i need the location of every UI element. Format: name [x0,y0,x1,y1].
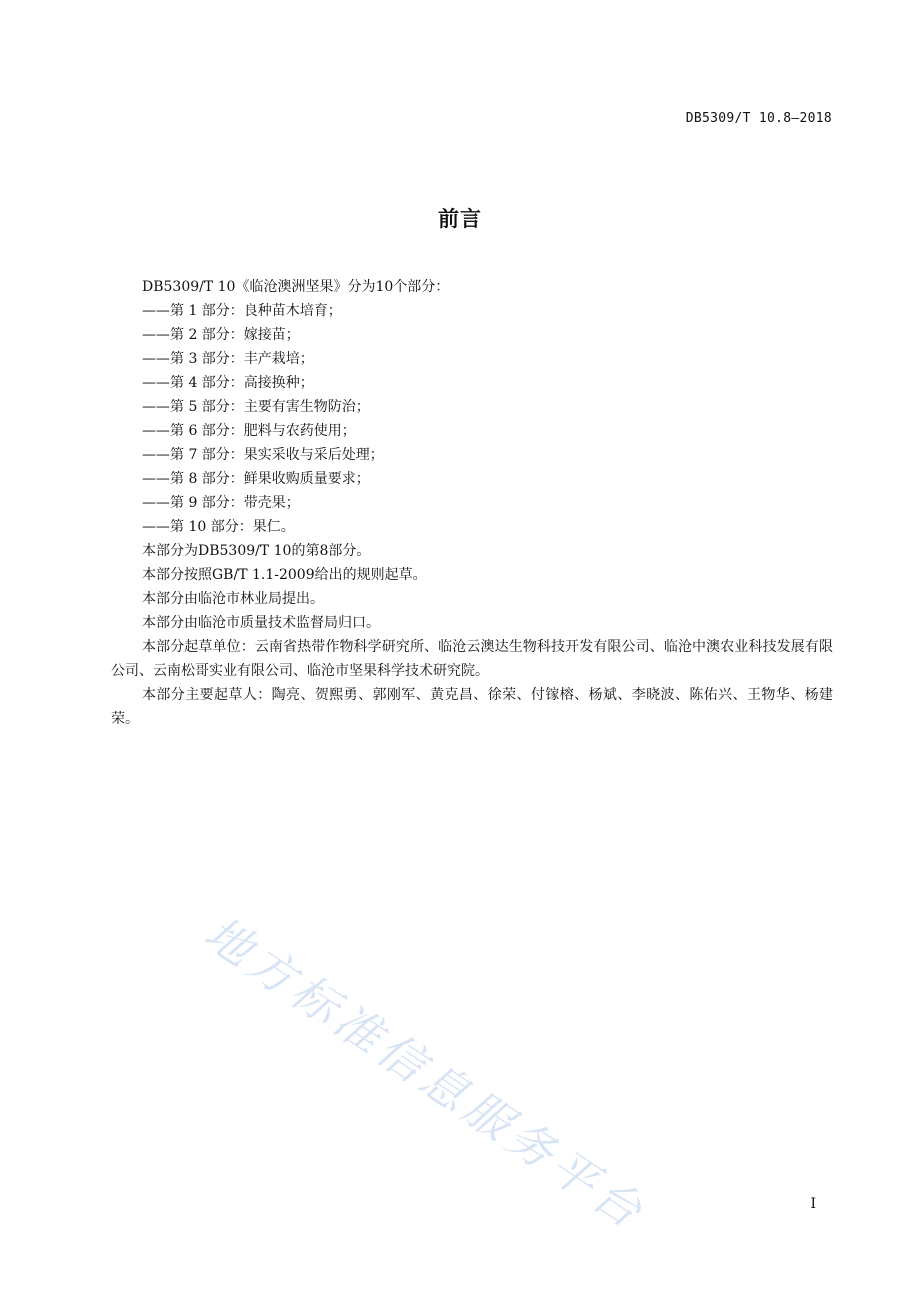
paragraph-intro: DB5309/T 10《临沧澳洲坚果》分为10个部分： [142,279,450,295]
paragraph-drafting-rules: 本部分按照GB/T 1.1-2009给出的规则起草。 [142,567,427,583]
foreword-body [111,275,833,731]
paragraph-part-statement: 本部分为DB5309/T 10的第8部分。 [142,543,371,559]
list-item-part-1: ——第 1 部分：良种苗木培育； [142,303,342,319]
list-item-part-7: ——第 7 部分：果实采收与采后处理； [142,447,384,463]
page-title: 前言 [438,207,482,231]
list-item-part-5: ——第 5 部分：主要有害生物防治； [142,399,370,415]
paragraph-drafters: 本部分主要起草人：陶亮、贺熙勇、郭刚军、黄克昌、徐荣、付镓榕、杨斌、李晓波、陈佑兴、王物华、杨建荣。 [111,687,833,727]
watermark: 地方标准信息服务平台 [194,905,657,1242]
list-item-part-9: ——第 9 部分：带壳果； [142,495,300,511]
list-item-part-3: ——第 3 部分：丰产栽培； [142,351,314,367]
page-number: I [810,1196,816,1212]
paragraph-proposer: 本部分由临沧市林业局提出。 [142,591,324,607]
paragraph-drafting-units: 本部分起草单位：云南省热带作物科学研究所、临沧云澳达生物科技开发有限公司、临沧中澳农业科技发展有限公司、云南松哥实业有限公司、临沧市坚果科学技术研究院。 [111,639,833,679]
list-item-part-2: ——第 2 部分：嫁接苗； [142,327,300,343]
list-item-part-8: ——第 8 部分：鲜果收购质量要求； [142,471,370,487]
paragraph-responsible-unit: 本部分由临沧市质量技术监督局归口。 [142,615,380,631]
list-item-part-6: ——第 6 部分：肥料与农药使用； [142,423,356,439]
document-code: DB5309/T 10.8—2018 [685,111,832,126]
list-item-part-4: ——第 4 部分：高接换种； [142,375,314,391]
list-item-part-10: ——第 10 部分：果仁。 [142,519,295,535]
